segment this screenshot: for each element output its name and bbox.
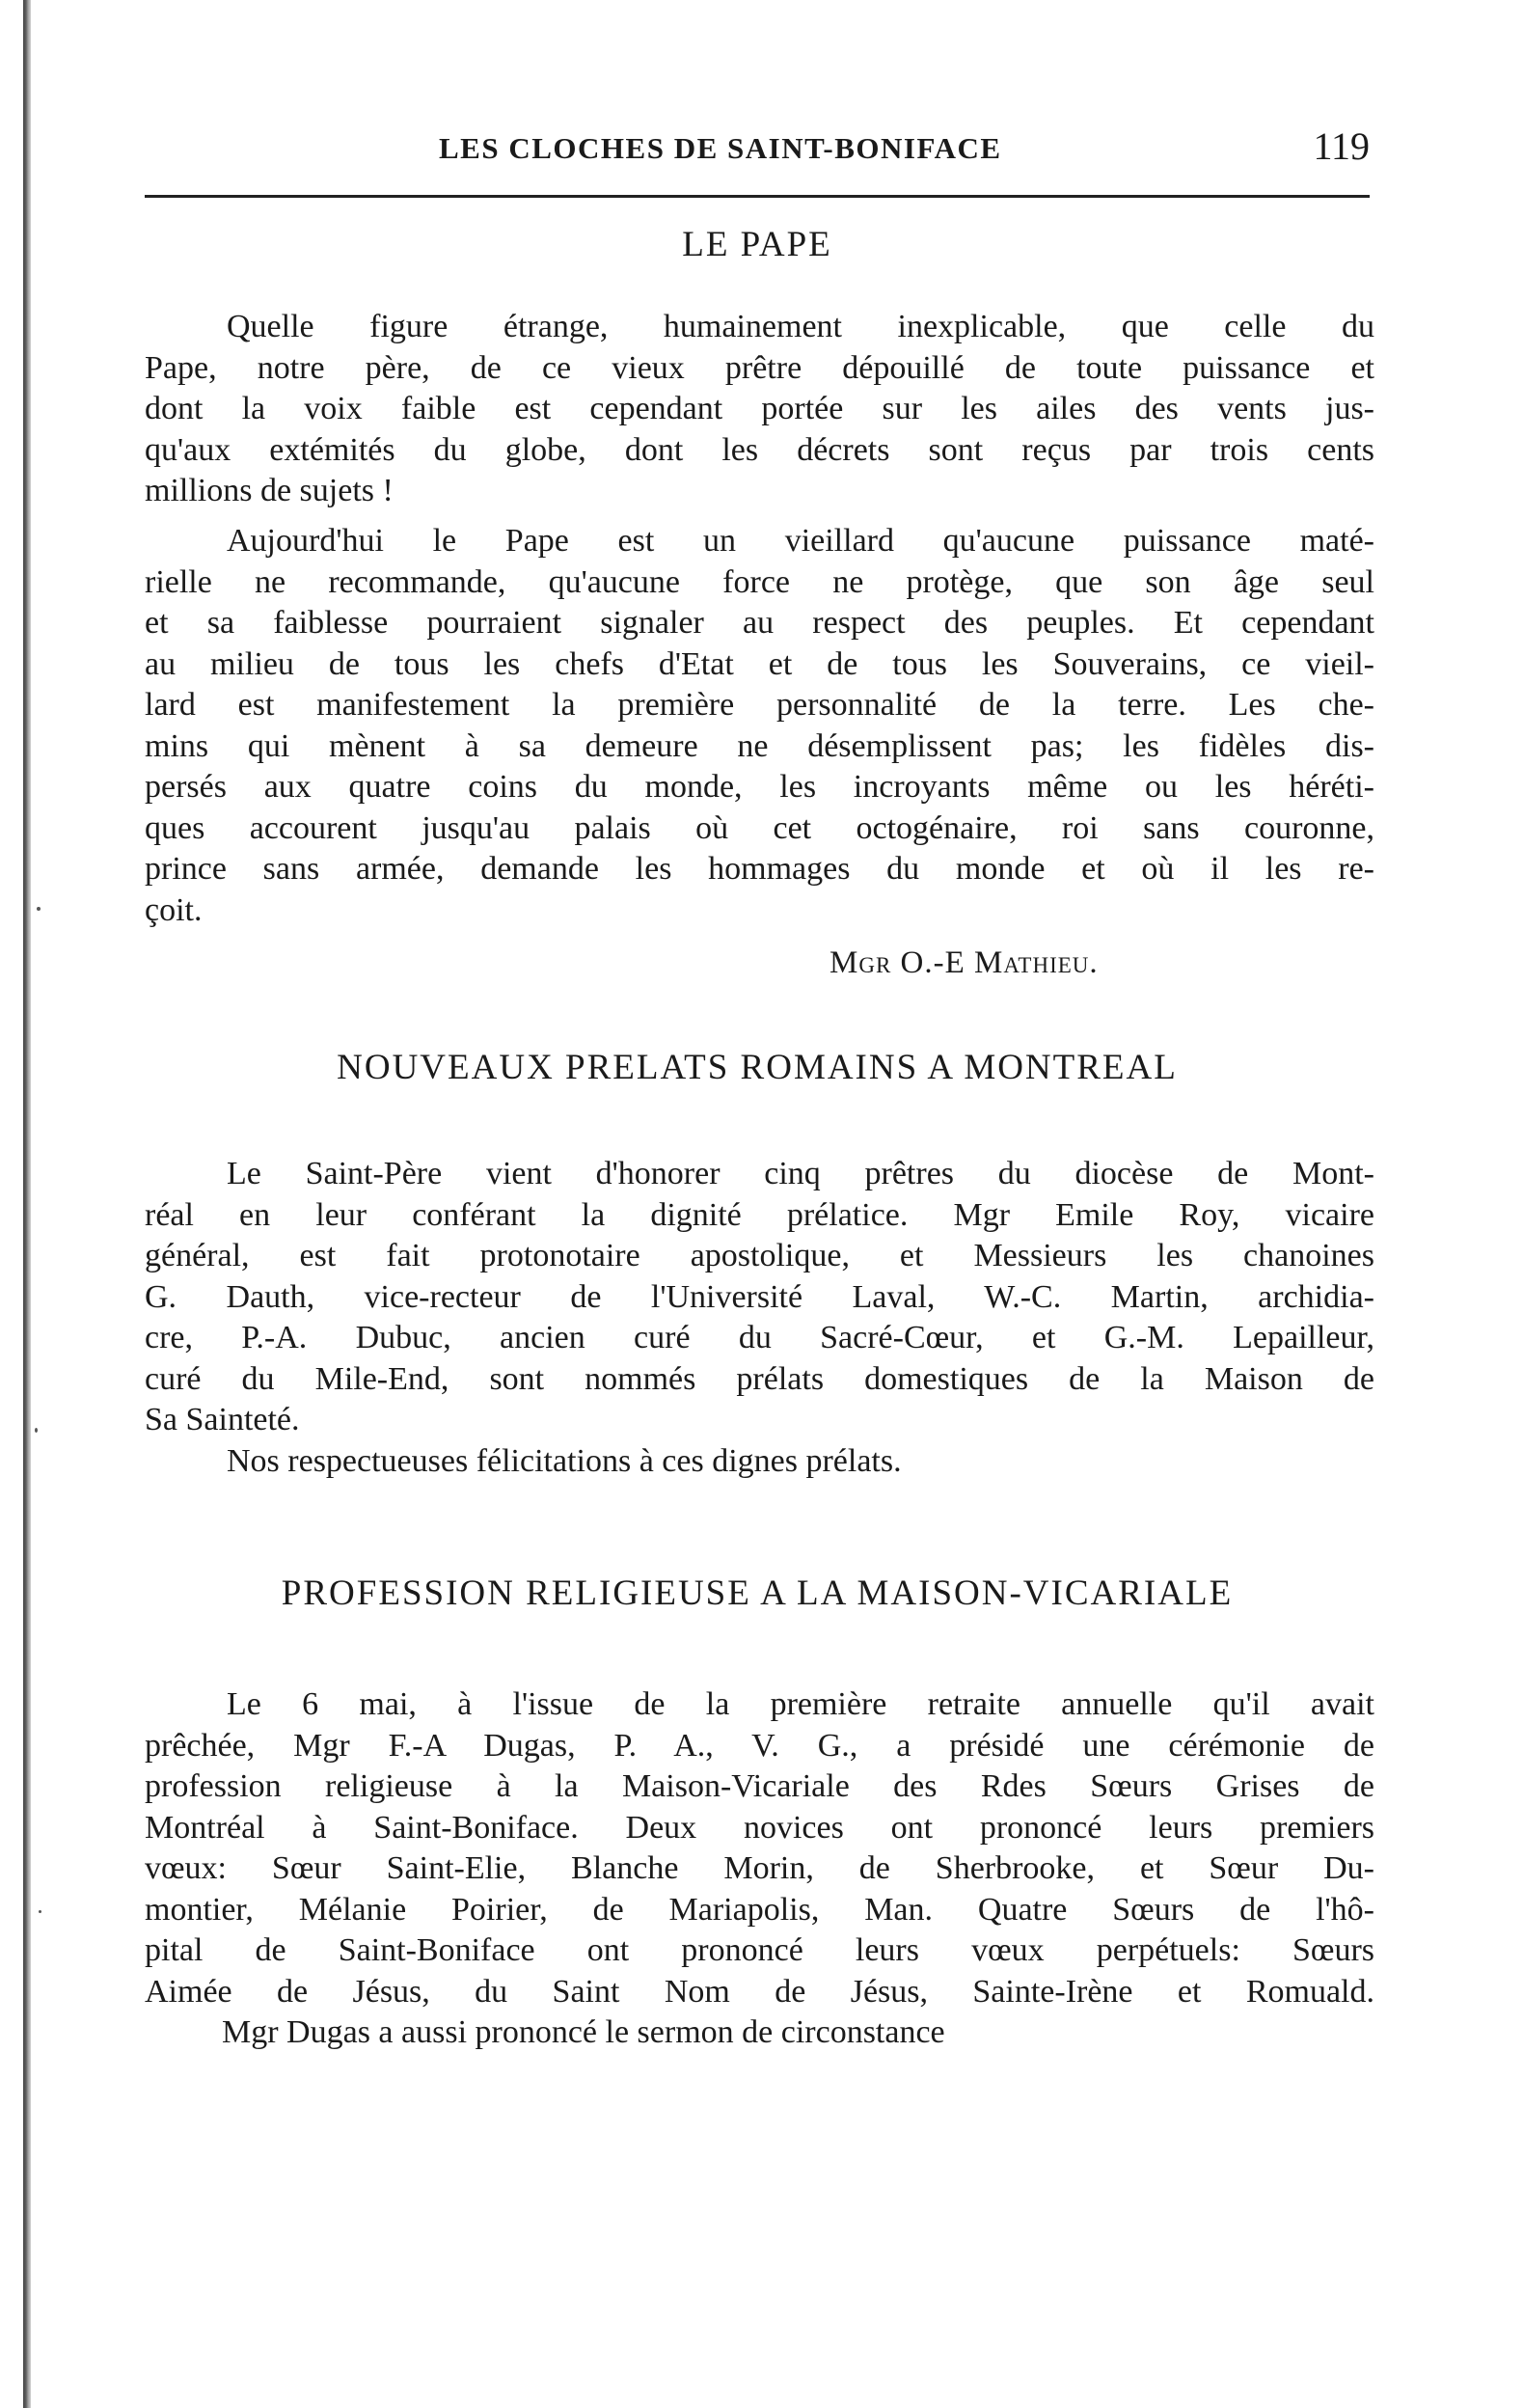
signature: Mgr O.-E Mathieu. <box>829 945 1099 980</box>
text-line: Le 6 mai, à l'issue de la première retraite annuelle qu'il avait <box>227 1686 1374 1722</box>
text-line: profession religieuse à la Maison-Vicariale des Rdes Sœurs Grises de <box>145 1768 1374 1804</box>
text-line: montier, Mélanie Poirier, de Mariapolis, Man. Quatre Sœurs de l'hô- <box>145 1891 1374 1928</box>
section-title-nouveaux-prelats: NOUVEAUX PRELATS ROMAINS A MONTREAL <box>337 1048 1178 1087</box>
paragraph <box>145 2012 1374 2054</box>
text-line: G. Dauth, vice-recteur de l'Université Laval, W.-C. Martin, archidia- <box>145 1278 1374 1315</box>
header-rule <box>145 195 1370 198</box>
text-line: Montréal à Saint-Boniface. Deux novices ont prononcé leurs premiers <box>145 1809 1374 1846</box>
text-line: Mgr Dugas a aussi prononcé le sermon de circonstance <box>222 2014 945 2050</box>
spine-speck <box>39 1910 41 1913</box>
text-line: au milieu de tous les chefs d'Etat et de tous les Souverains, ce vieil- <box>145 645 1374 682</box>
text-line: vœux: Sœur Saint-Elie, Blanche Morin, de Sherbrooke, et Sœur Du- <box>145 1850 1374 1886</box>
text-line: persés aux quatre coins du monde, les incroyants même ou les héréti- <box>145 769 1374 805</box>
text-line: çoit. <box>145 891 203 928</box>
paragraph <box>145 521 1374 931</box>
text-line: cre, P.-A. Dubuc, ancien curé du Sacré-Cœur, et G.-M. Lepailleur, <box>145 1320 1374 1355</box>
running-title: LES CLOCHES DE SAINT-BONIFACE <box>439 131 1002 165</box>
text-line: prêchée, Mgr F.-A Dugas, P. A., V. G., a présidé une cérémonie de <box>145 1727 1374 1764</box>
text-line: lard est manifestement la première personnalité de la terre. Les che- <box>145 687 1374 723</box>
section-title-le-pape: LE PAPE <box>682 225 832 264</box>
text-line: Quelle figure étrange, humainement inexplicable, que celle du <box>227 309 1374 344</box>
text-line: Pape, notre père, de ce vieux prêtre dépouillé de toute puissance et <box>145 349 1374 386</box>
spine-speck <box>35 1428 38 1433</box>
paragraph <box>145 1441 1374 1483</box>
text-line: général, est fait protonotaire apostolique, et Messieurs les chanoines <box>145 1238 1374 1273</box>
text-line: Aimée de Jésus, du Saint Nom de Jésus, Sainte-Irène et Romuald. <box>145 1973 1374 2010</box>
text-line: dont la voix faible est cependant portée sur les ailes des vents jus- <box>145 391 1374 426</box>
page-number: 119 <box>1313 124 1370 168</box>
text-line: qu'aux extémités du globe, dont les décrets sont reçus par trois cents <box>145 431 1374 468</box>
text-line: pital de Saint-Boniface ont prononcé leurs vœux perpétuels: Sœurs <box>145 1932 1374 1968</box>
text-line: curé du Mile-End, sont nommés prélats domestiques de la Maison de <box>145 1360 1374 1397</box>
text-line: rielle ne recommande, qu'aucune force ne protège, que son âge seul <box>145 563 1374 600</box>
paragraph <box>145 1154 1374 1441</box>
text-line: prince sans armée, demande les hommages du monde et où il les re- <box>145 851 1374 887</box>
text-line: Le Saint-Père vient d'honorer cinq prêtres du diocèse de Mont- <box>227 1156 1374 1191</box>
paragraph <box>145 307 1374 512</box>
text-line: mins qui mènent à sa demeure ne désemplissent pas; les fidèles dis- <box>145 727 1374 764</box>
text-line: Nos respectueuses félicitations à ces dignes prélats. <box>227 1443 902 1479</box>
text-line: ques accourent jusqu'au palais où cet octogénaire, roi sans couronne, <box>145 809 1374 846</box>
text-line: réal en leur conférant la dignité prélatice. Mgr Emile Roy, vicaire <box>145 1196 1374 1233</box>
running-head <box>145 123 1370 181</box>
text-line: Sa Sainteté. <box>145 1402 300 1437</box>
section-title-profession-religieuse: PROFESSION RELIGIEUSE A LA MAISON-VICARIALE <box>281 1573 1234 1613</box>
text-line: et sa faiblesse pourraient signaler au respect des peuples. Et cependant <box>145 605 1374 641</box>
text-line: Aujourd'hui le Pape est un vieillard qu'aucune puissance maté- <box>227 523 1374 559</box>
paragraph <box>145 1684 1374 2012</box>
book-spine-edge <box>23 0 31 2408</box>
spine-speck <box>37 907 41 911</box>
text-line: millions de sujets ! <box>145 473 394 508</box>
